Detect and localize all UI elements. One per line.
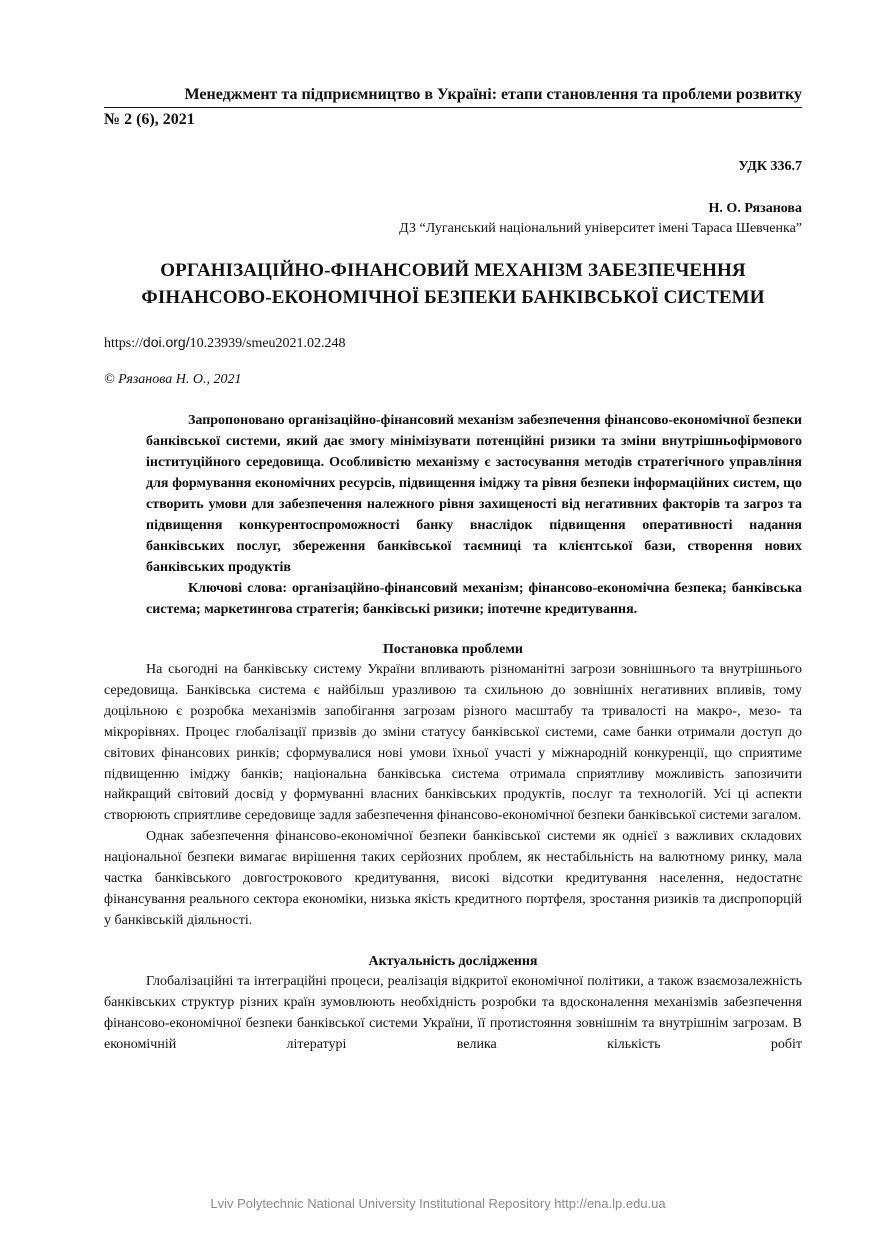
article-title-line-2: ФІНАНСОВО-ЕКОНОМІЧНОЇ БЕЗПЕКИ БАНКІВСЬКОЇ СИСТЕМИ — [141, 287, 765, 308]
article-title-line-1: ОРГАНІЗАЦІЙНО-ФІНАНСОВИЙ МЕХАНІЗМ ЗАБЕЗПЕЧЕННЯ — [160, 260, 746, 281]
author-name: Н. О. Рязанова — [708, 201, 802, 216]
doi-prefix: https:// — [104, 336, 143, 351]
repository-footer: Lviv Polytechnic National University Institutional Repository http://ena.lp.edu.ua — [210, 1196, 666, 1211]
article-title — [104, 257, 802, 311]
section-heading-problem: Постановка проблеми — [383, 642, 523, 657]
author-affiliation: ДЗ “Луганський національний університет імені Тараса Шевченка” — [399, 221, 802, 236]
doi-link[interactable] — [104, 333, 802, 353]
doi-domain: doi.org/ — [142, 334, 190, 350]
udc-code: УДК 336.7 — [738, 159, 802, 174]
paragraph: Однак забезпечення фінансово-економічної безпеки банківської системи як однієї з важливих складових національної безпеки вимагає вирішення таких серйозних проблем, як нестабільність на валютному ринку, мала частка банківського довгострокового кредитування, високі відсотки кредитування населення, недостатнє фінансування реального сектора економіки, низька якість кредитного портфеля, зростання ризиків та диспропорцій у банківській діяльності. — [104, 829, 802, 928]
abstract — [146, 410, 802, 620]
article-page — [104, 84, 802, 1055]
journal-issue: № 2 (6), 2021 — [104, 111, 195, 128]
keywords: Ключові слова: організаційно-фінансовий механізм; фінансово-економічна безпека; банківська система; маркетингова стратегія; банківські ризики; іпотечне кредитування. — [146, 581, 802, 617]
abstract-text: Запропоновано організаційно-фінансовий механізм забезпечення фінансово-економічної безпеки банківської системи, який дає змогу мінімізувати потенційні ризики та зміни внутрішньофірмового інституційного середовища. Особливістю механізму є застосування методів стратегічного управління для формування економічних ресурсів, підвищення іміджу та рівня безпеки інформаційних систем, що створить умови для забезпечення належного рівня захищеності від негативних факторів та загроз та підвищення конкурентоспроможності банку внаслідок підвищення оперативності надання банківських послуг, збереження банківської таємниці та клієнтської бази, створення нових банківських продуктів — [146, 413, 802, 575]
section-body-problem — [104, 660, 802, 932]
journal-title: Менеджмент та підприємництво в Україні: етапи становлення та проблеми розвитку — [104, 84, 802, 108]
section-heading-relevance: Актуальність дослідження — [368, 953, 538, 969]
section-body-relevance — [104, 972, 802, 1056]
paragraph: Глобалізаційні та інтеграційні процеси, реалізація відкритої економічної політики, а також взаємозалежність банківських структур різних країн зумовлюють необхідність розробки та вдосконалення механізмів забезпечення фінансово-економічної безпеки банківської системи України, її протистояння зовнішнім та внутрішнім загрозам. В економічній літературі велика кількість робіт — [104, 973, 802, 1052]
copyright-notice: © Рязанова Н. О., 2021 — [104, 372, 242, 387]
doi-suffix: 10.23939/smeu2021.02.248 — [189, 336, 346, 351]
paragraph: На сьогодні на банківську систему України впливають різноманітні загрози зовнішнього та внутрішнього середовища. Банківська система є найбільш уразливою та схильною до зовнішніх негативних впливів, тому доцільною є розробка механізмів запобігання загрозам різного масштабу та тривалості на макро-, мезо- та мікрорівнях. Процес глобалізації призвів до зміни статусу банківської системи, саме банки отримали доступ до світових фінансових ринків; сформувалися нові умови їхньої участі у міжнародній конкуренції, що сприятиме підвищенню іміджу банків; національна банківська система отримала сприятливу можливість запозичити найкращий світовий досвід у формуванні власних банківських продуктів, послуг та технологій. Усі ці аспекти створюють сприятливе середовище задля забезпечення фінансово-економічної безпеки банківської системи загалом. — [104, 662, 802, 824]
